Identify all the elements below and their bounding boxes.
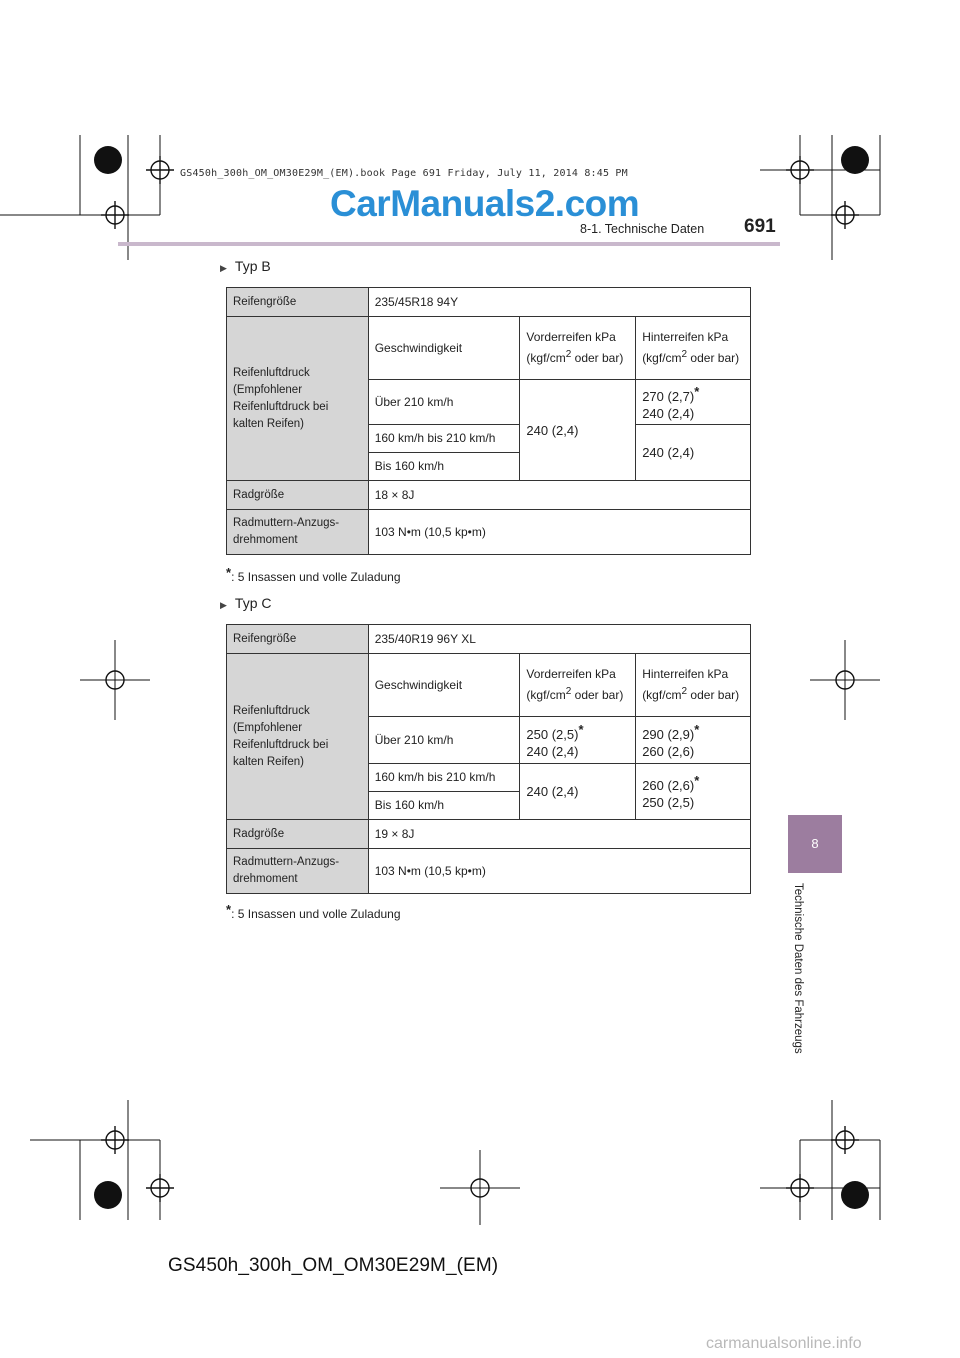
wheel-size-value: 19 × 8J [368,820,750,849]
pressure-label: Reifenluftdruck (Empfohlener Reifenluftdruck bei kalten Reifen) [227,317,369,481]
speed-over-210: Über 210 km/h [368,717,520,764]
typ-b-heading: ▶ Typ B [220,258,271,274]
chapter-side-label [786,883,810,1073]
typ-b-footnote: *: 5 Insassen und volle Zuladung [226,565,401,584]
typ-b-table [226,287,751,555]
col-rear: Hinterreifen kPa ($kgf/cm^2$ oder bar) [636,654,751,717]
pressure-label: Reifenluftdruck (Empfohlener Reifenluftdruck bei kalten Reifen) [227,654,369,820]
speed-upto-160: Bis 160 km/h [368,792,520,820]
header-rule [118,242,780,246]
chapter-title: Technische Daten des Fahrzeugs [792,883,804,1054]
rear-pressure-upto-210: 240 (2,4) [636,425,751,481]
speed-upto-160: Bis 160 km/h [368,453,520,481]
col-front: Vorderreifen kPa ($kgf/cm^2$ oder bar) [520,654,636,717]
speed-160-210: 160 km/h bis 210 km/h [368,425,520,453]
section-title: 8-1. Technische Daten [580,222,705,236]
page-number: 691 [744,216,776,237]
rear-pressure-over-210: 270 (2,7)* 240 (2,4) [636,380,751,425]
tire-size-label: Reifengröße [227,288,369,317]
front-pressure: 240 (2,4) [520,380,636,481]
col-speed: Geschwindigkeit [368,654,520,717]
torque-label: Radmuttern-Anzugs-drehmoment [227,849,369,894]
col-rear: Hinterreifen kPa ($kgf/cm^2$ oder bar) [636,317,751,380]
wheel-size-label: Radgröße [227,820,369,849]
typ-c-heading: ▶ Typ C [220,595,272,611]
front-pressure-upto-210: 240 (2,4) [520,764,636,820]
torque-value: 103 N•m (10,5 kp•m) [368,849,750,894]
speed-over-210: Über 210 km/h [368,380,520,425]
wheel-size-value: 18 × 8J [368,481,750,510]
manual-code: GS450h_300h_OM_OM30E29M_(EM) [168,1255,499,1276]
speed-160-210: 160 km/h bis 210 km/h [368,764,520,792]
typ-c-footnote: *: 5 Insassen und volle Zuladung [226,902,401,921]
tire-size-value: 235/45R18 94Y [368,288,750,317]
arrow-icon: ▶ [220,263,227,273]
rear-pressure-over-210: 290 (2,9)* 260 (2,6) [636,717,751,764]
footer-watermark: carmanualsonline.info [706,1335,862,1352]
torque-label: Radmuttern-Anzugs-drehmoment [227,510,369,555]
rear-pressure-upto-210: 260 (2,6)* 250 (2,5) [636,764,751,820]
book-info: GS450h_300h_OM_OM30E29M_(EM).book Page 691 Friday, July 11, 2014 8:45 PM [180,168,628,179]
col-speed: Geschwindigkeit [368,317,520,380]
watermark-logo: CarManuals2.com [330,183,640,224]
arrow-icon: ▶ [220,600,227,610]
chapter-tab: 8 [788,815,842,873]
torque-value: 103 N•m (10,5 kp•m) [368,510,750,555]
typ-c-table [226,624,751,894]
tire-size-value: 235/40R19 96Y XL [368,625,750,654]
wheel-size-label: Radgröße [227,481,369,510]
tire-size-label: Reifengröße [227,625,369,654]
col-front: Vorderreifen kPa ($kgf/cm^2$ oder bar) [520,317,636,380]
front-pressure-over-210: 250 (2,5)* 240 (2,4) [520,717,636,764]
